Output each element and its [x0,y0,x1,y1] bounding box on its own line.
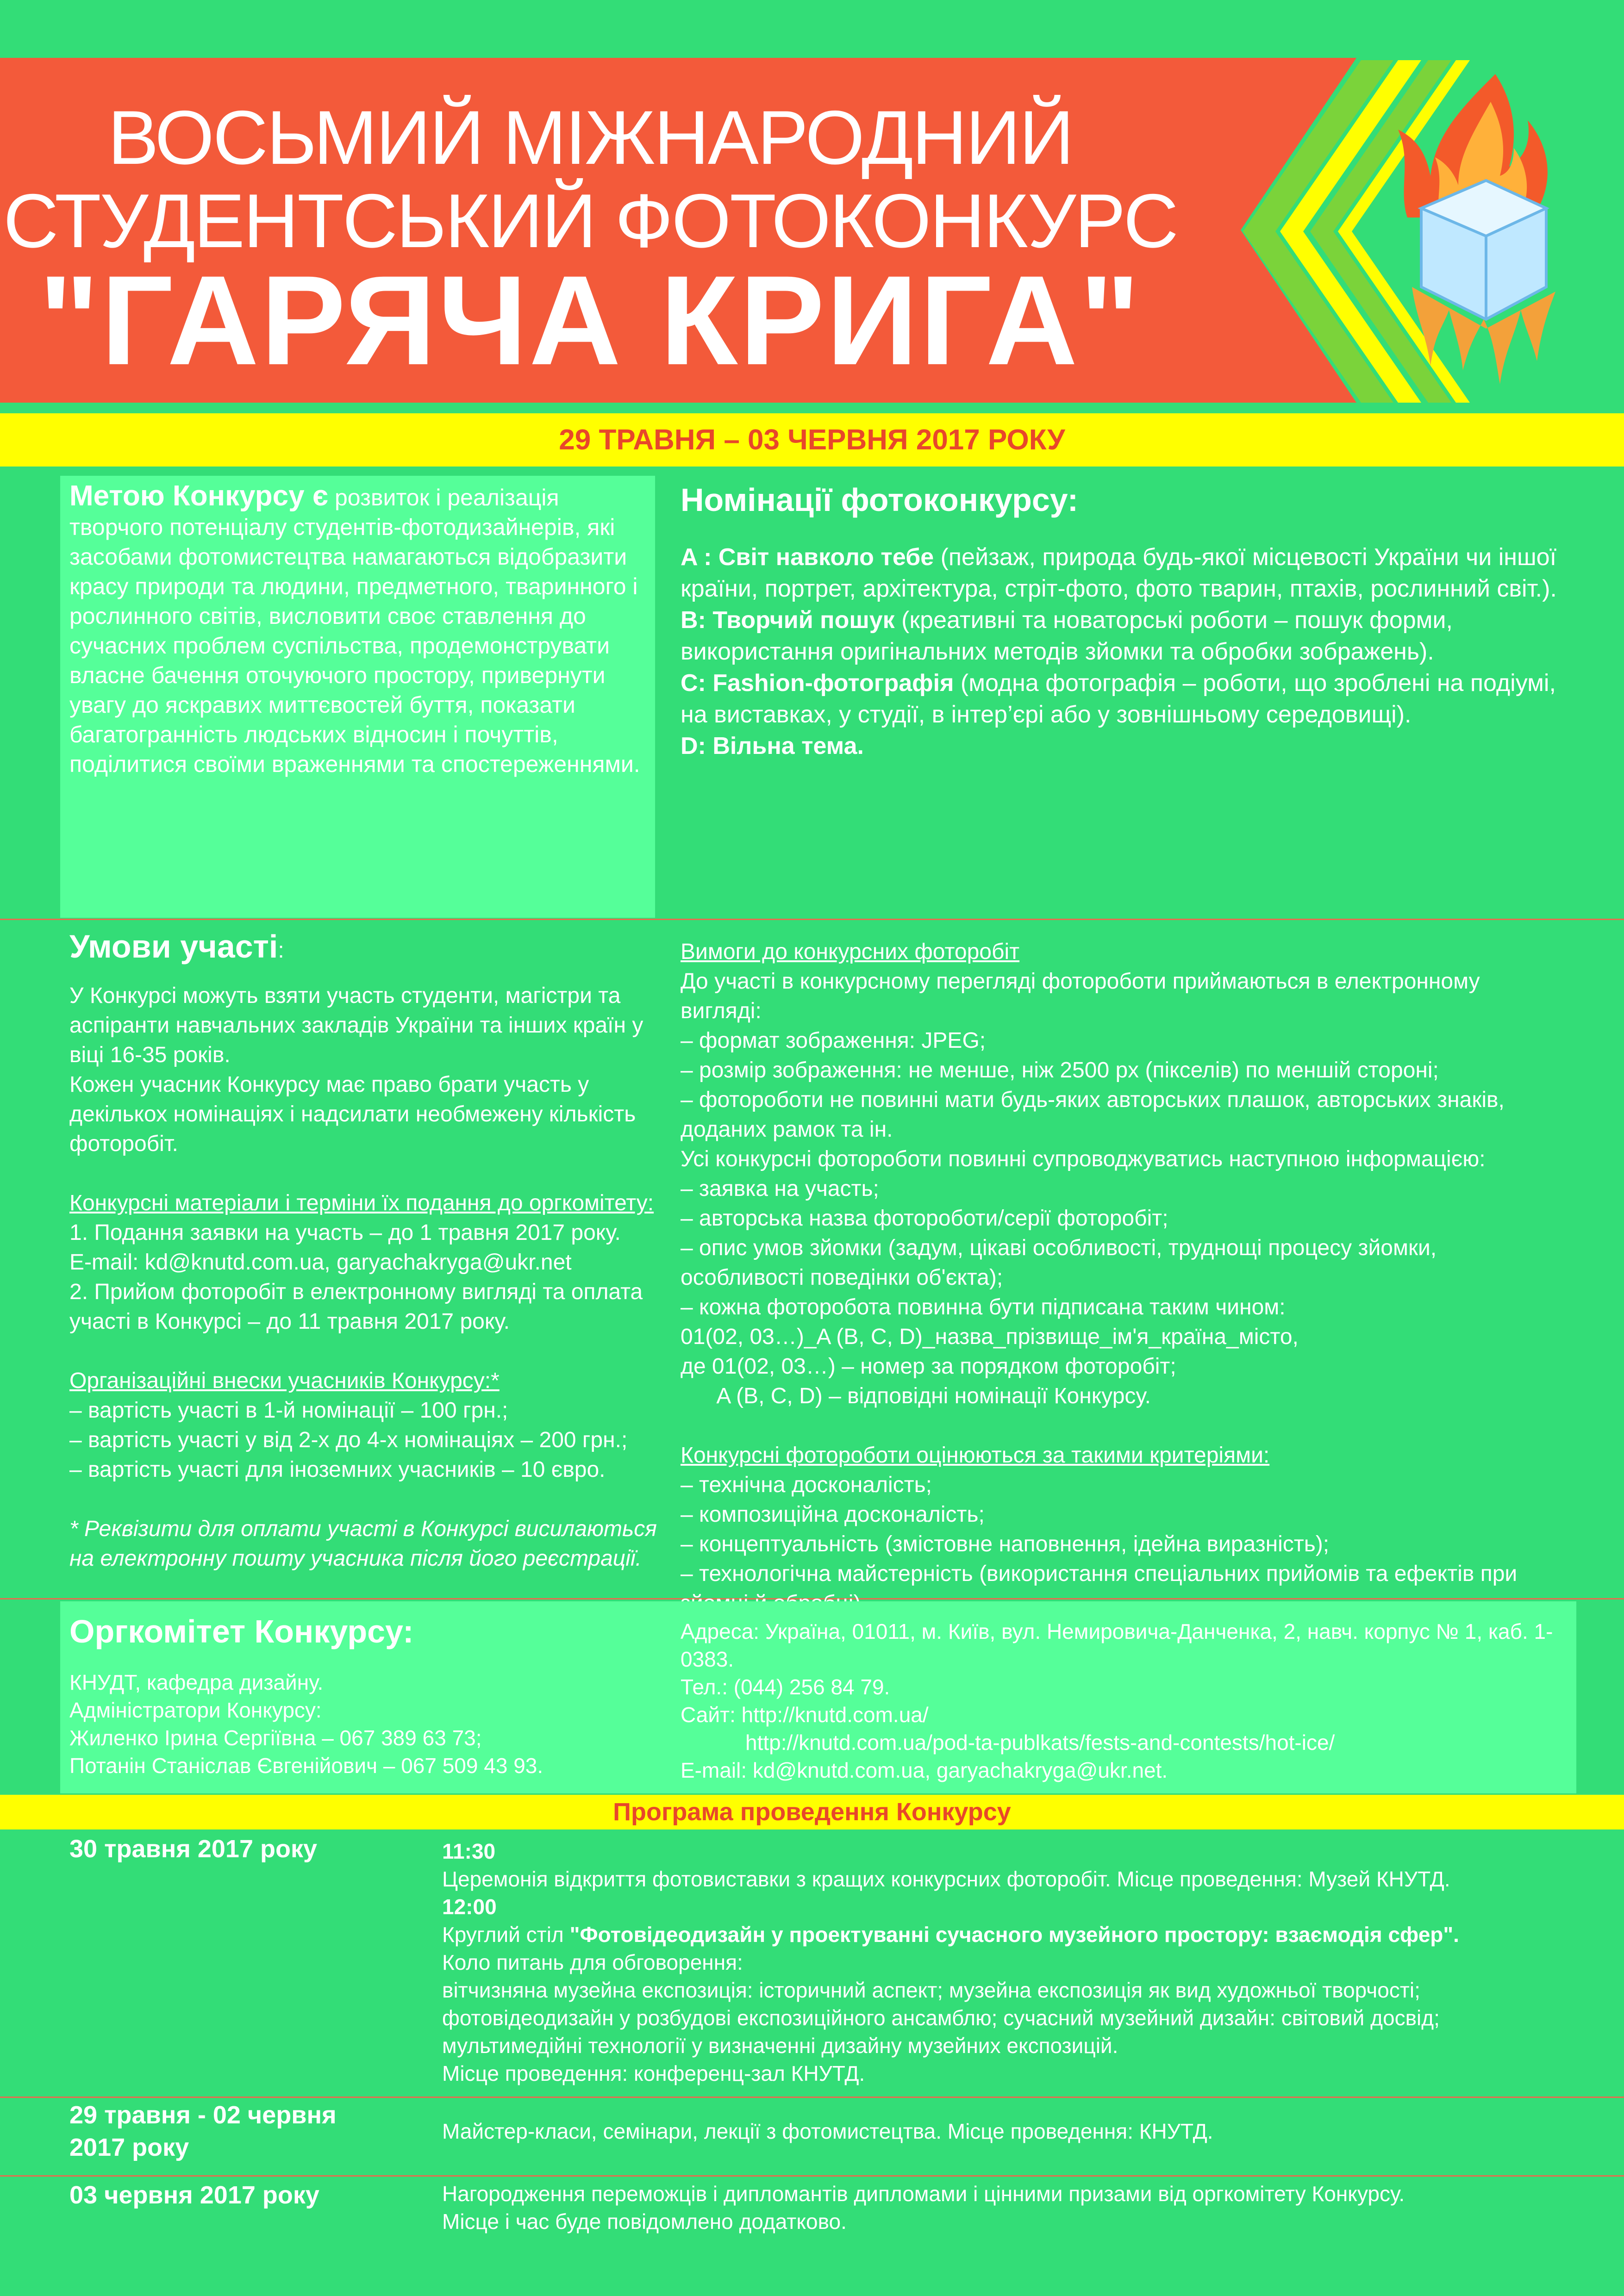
committee-site-link[interactable]: http://knutd.com.ua/pod-ta-publkats/fests-and-contests/hot-ice/ [745,1730,1335,1755]
requirement-line: де 01(02, 03…) – номер за порядком фоторобіт; [681,1354,1176,1379]
schedule-row-3: Нагородження переможців і дипломантів дипломами і цінними призами від оргкомітету Конкурсу. Місце і час буде повідомлено додатково. [442,2182,1405,2234]
conditions-section: Умови участі: У Конкурсі можуть взяти участь студенти, магістри та аспіранти навчальних закладів України та інших країн у віці 16-35 років. Кожен учасник Конкурсу має право брати участь у декількох номінаціях і надсилати необмежену кількість фоторобіт. Конкурсні матеріали і терміни їх подання до оргкомітету: 1. Подання заявки на участь – до 1 травня 2017 року. E-mail: kd@knutd.com.ua, garyachakryga@ukr.net 2. Прийом фоторобіт в електронному вигляді та оплата участі в Конкурсі – до 11 травня 2017 року. Організаційні внески учасників Конкурсу:* – вартість участі в 1-й номінації – 100 грн.; – вартість участі у від 2-х до 4-х номінаціях – 200 грн.; – вартість участі для іноземних учасників – 10 євро. * Реквізити для оплати участі в Конкурсі висилаються на електронну пошту учасника після його реєстрації. [69,928,662,1574]
burning-ice-cube-icon [1380,69,1574,393]
schedule-date: 30 травня 2017 року [69,1835,318,1863]
committee-email[interactable]: E-mail: kd@knutd.com.ua, garyachakryga@ukr.net. [681,1758,1168,1782]
schedule-time: 12:00 [442,1895,497,1919]
criteria-heading: Конкурсні фотороботи оцінюються за такими критеріями: [681,1443,1270,1468]
nominations-heading: Номінації фотоконкурсу: [681,482,1079,518]
program-heading: Програма проведення Конкурсу [613,1798,1011,1826]
requirement-line: Усі конкурсні фотороботи повинні супроводжуватись наступною інформацією: [681,1147,1486,1171]
requirement-line: – фотороботи не повинні мати будь-яких авторських плашок, авторських знаків, доданих рамок та ін. [681,1088,1505,1142]
requirement-line: – розмір зображення: не менше, ніж 2500 px (пікселів) по меншій стороні; [681,1058,1439,1083]
conditions-p1: У Конкурсі можуть взяти участь студенти, магістри та аспіранти навчальних закладів України та інших країн у віці 16-35 років. [69,983,643,1067]
nomination-d: D: Вільна тема. [681,733,864,759]
nomination-b: B: Творчий пошук (креативні та новаторські роботи – пошук форми, використання оригінальних методів зйомки та обробки зображень). [681,607,1453,665]
committee-site[interactable]: Сайт: http://knutd.com.ua/ [681,1703,929,1727]
criteria-item: – технічна досконалість; [681,1473,932,1497]
schedule-date: 29 травня - 02 червня 2017 року [69,2101,337,2161]
criteria-item: – композиційна досконалість; [681,1502,985,1527]
requirement-line: – кожна фоторобота повинна бути підписана таким чином: [681,1295,1286,1319]
divider [0,919,1624,920]
committee-line: Адміністратори Конкурсу: [69,1698,322,1722]
payment-note: * Реквізити для оплати участі в Конкурсі висилаються на електронну пошту учасника після його реєстрації. [69,1517,657,1571]
goal-text: розвиток і реалізація творчого потенціалу студентів-фотодизайнерів, які засобами фотомистецтва намагаються відобразити красу природи та людини, предметного, тваринного і рослинного світів, висловити своє ставлення до сучасних проблем суспільства, продемонструвати власне бачення оточуючого простору, привернути увагу до яскравих миттєвостей буття, показати багатогранність людських відносин і почуттів, поділитися своїми враженнями та спостереженнями. [69,485,640,777]
schedule-row-1: 11:30 Церемонія відкриття фотовиставки з кращих конкурсних фоторобіт. Місце проведення: Музей КНУТД. 12:00 Круглий стіл "Фотовідеодизайн у проектуванні сучасного музейного простору: взаємодія сфер". Коло питань для обговорення: вітчизняна музейна експозиція: історичний аспект; музейна експозиція як вид художньої творчості; фотовідеодизайн у розбудові експозиційного ансамблю; сучасний музейний дизайн: світовий досвід; мультимедійні технології у визначенні дизайну музейних експозицій. Місце проведення: конференц-зал КНУТД. [442,1837,1576,2087]
committee-section [69,1613,648,1780]
nomination-a: A : Світ навколо тебе (пейзаж, природа будь-якої місцевості України чи іншої країни, портрет, архітектура, стріт-фото, фото тварин, птахів, рослинний світ.). [681,544,1557,602]
requirement-line: До участі в конкурсному перегляді фотороботи приймаються в електронному вигляді: [681,969,1480,1023]
materials-item: E-mail: kd@knutd.com.ua, garyachakryga@ukr.net [69,1250,572,1275]
committee-line: Жиленко Ірина Сергіївна – 067 389 63 73; [69,1726,482,1750]
committee-contacts [681,1618,1560,1784]
committee-phone: Тел.: (044) 256 84 79. [681,1675,890,1699]
goal-section [69,481,655,779]
committee-address: Адреса: Україна, 01011, м. Київ, вул. Немировича-Данченка, 2, навч. корпус № 1, каб. 1-0383. [681,1619,1553,1671]
contest-name: "ГАРЯЧА КРИГА" [38,249,1142,392]
schedule-date: 03 червня 2017 року [69,2181,319,2209]
fees-heading: Організаційні внески учасників Конкурсу:* [69,1369,500,1393]
goal-lead: Метою Конкурсу є [69,480,329,512]
criteria-item: – технологічна майстерність (використання спеціальних прийомів та ефектів при [681,1562,1518,1586]
conditions-heading: Умови участі [69,928,278,964]
materials-item: 1. Подання заявки на участь – до 1 травня 2017 року. [69,1220,621,1245]
requirement-line: – формат зображення: JPEG; [681,1028,986,1053]
nomination-c: C: Fashion-фотографія (модна фотографія – роботи, що зроблені на подіумі, на виставках, у студії, в інтер’єрі або у зовнішньому середовищі). [681,670,1556,728]
title-line-2: СТУДЕНТСЬКИЙ ФОТОКОНКУРС [3,178,1177,263]
requirements-section [681,937,1560,1618]
schedule-row-2: Майстер-класи, семінари, лекції з фотомистецтва. Місце проведення: КНУТД. [442,2119,1213,2143]
requirement-line: A (B, C, D) – відповідні номінації Конкурсу. [681,1384,1151,1408]
requirement-line: 01(02, 03…)_A (B, C, D)_назва_прізвище_ім'я_країна_місто, [681,1325,1299,1349]
fee-item: – вартість участі для іноземних учасників – 10 євро. [69,1457,606,1482]
fee-item: – вартість участі у від 2-х до 4-х номінаціях – 200 грн.; [69,1428,628,1452]
title-line-1: ВОСЬМИЙ МІЖНАРОДНИЙ [107,95,1073,180]
criteria-item: – концептуальність (змістовне наповнення, ідейна виразність); [681,1532,1330,1556]
committee-line: КНУДТ, кафедра дизайну. [69,1670,324,1694]
materials-heading: Конкурсні матеріали і терміни їх подання до оргкомітету: [69,1191,654,1215]
divider [0,2097,1624,2098]
nominations-list [681,541,1560,762]
conditions-p2: Кожен учасник Конкурсу має право брати участь у декількох номінаціях і надсилати необмежену кількість фоторобіт. [69,1072,636,1156]
divider [0,2175,1624,2177]
schedule-time: 11:30 [442,1839,496,1863]
fee-item: – вартість участі в 1-й номінації – 100 грн.; [69,1398,508,1423]
contest-dates: 29 ТРАВНЯ – 03 ЧЕРВНЯ 2017 РОКУ [559,424,1065,456]
requirement-line: – опис умов зйомки (задум, цікаві особливості, труднощі процесу зйомки, особливості поведінки об'єкта); [681,1236,1437,1290]
committee-line: Потанін Станіслав Євгенійович – 067 509 43 93. [69,1754,543,1778]
requirements-heading: Вимоги до конкурсних фоторобіт [681,940,1020,964]
requirement-line: – авторська назва фотороботи/серії фоторобіт; [681,1206,1168,1231]
requirement-line: – заявка на участь; [681,1176,879,1201]
materials-item: 2. Прийом фоторобіт в електронному вигляді та оплата участі в Конкурсі – до 11 травня 2017 року. [69,1280,643,1334]
committee-heading: Оргкомітет Конкурсу: [69,1613,414,1649]
